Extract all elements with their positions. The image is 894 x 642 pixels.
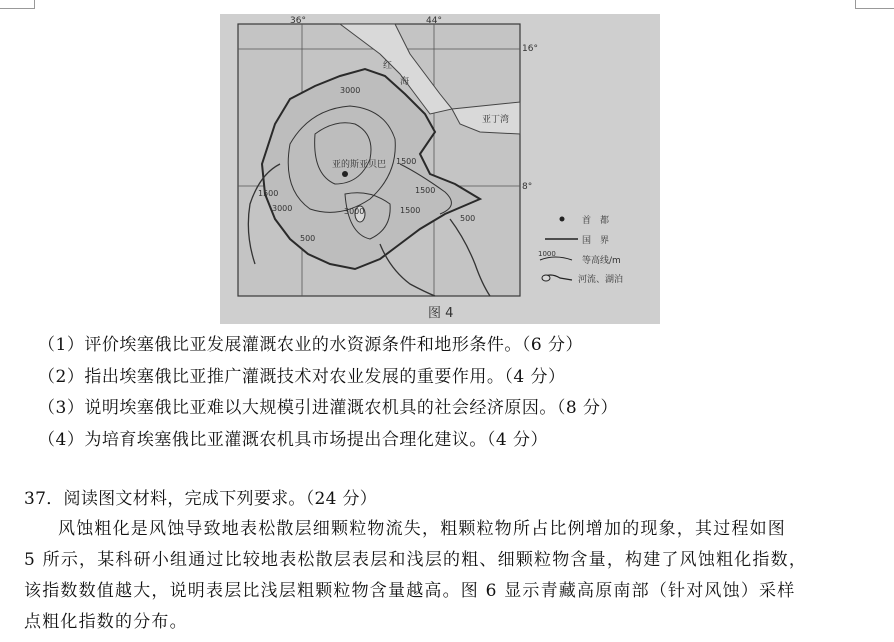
legend-capital-label: 首 都: [582, 216, 610, 226]
contour-label: 1500: [258, 189, 279, 198]
page-corner-mark-right: [855, 0, 894, 9]
lat-label-8: 8°: [522, 182, 533, 192]
question-37-passage: [24, 514, 874, 638]
contour-label: 1500: [415, 186, 436, 195]
question-list: [38, 330, 618, 456]
question-item: （1）评价埃塞俄比亚发展灌溉农业的水资源条件和地形条件。（6 分）: [38, 335, 584, 355]
page-corner-mark-left: [0, 0, 35, 9]
figure-caption: 图 4: [428, 306, 454, 321]
legend-river-label: 河流、湖泊: [578, 275, 624, 285]
passage-line: 该指数数值越大，说明表层比浅层粗颗粒物含量越高。图 6 显示青藏高原南部（针对风蚀）采样: [24, 581, 796, 601]
gulf-of-aden-label: 亚丁湾: [482, 115, 510, 125]
passage-line: 5 所示，某科研小组通过比较地表松散层表层和浅层的粗、细颗粒物含量，构建了风蚀粗化指数，: [24, 550, 808, 570]
ethiopia-map-figure: [220, 14, 660, 324]
red-sea-label-2: 海: [400, 77, 410, 87]
legend-contour-sample: 1000: [538, 250, 556, 258]
question-37-title: 37．阅读图文材料，完成下列要求。（24 分）: [24, 489, 378, 509]
contour-label: 3000: [272, 204, 293, 213]
legend-capital-symbol: [560, 217, 565, 222]
lon-label-44: 44°: [426, 16, 442, 26]
contour-label: 3000: [344, 207, 365, 216]
question-item: （4）为培育埃塞俄比亚灌溉农机具市场提出合理化建议。（4 分）: [38, 429, 549, 450]
contour-label: 500: [300, 234, 316, 243]
passage-line: 风蚀粗化是风蚀导致地表松散层细颗粒物流失，粗颗粒物所占比例增加的现象，其过程如图: [58, 519, 786, 539]
capital-marker: [342, 171, 348, 177]
legend-lake-symbol: [542, 275, 550, 281]
passage-line: 点粗化指数的分布。: [24, 612, 188, 632]
legend-contour-label: 等高线/m: [582, 256, 621, 266]
capital-elevation-label: 1500: [396, 157, 417, 166]
contour-label: 500: [460, 214, 476, 223]
contour-label: 1500: [400, 206, 421, 215]
capital-label: 亚的斯亚贝巴: [332, 160, 387, 170]
question-item: （3）说明埃塞俄比亚难以大规模引进灌溉农机具的社会经济原因。（8 分）: [38, 398, 619, 418]
lat-label-16: 16°: [522, 44, 538, 54]
question-item: （2）指出埃塞俄比亚推广灌溉技术对农业发展的重要作用。（4 分）: [38, 366, 566, 387]
legend-border-label: 国 界: [582, 236, 610, 246]
red-sea-label: 红: [383, 61, 393, 71]
lon-label-36: 36°: [290, 16, 306, 26]
contour-label: 3000: [340, 86, 361, 95]
